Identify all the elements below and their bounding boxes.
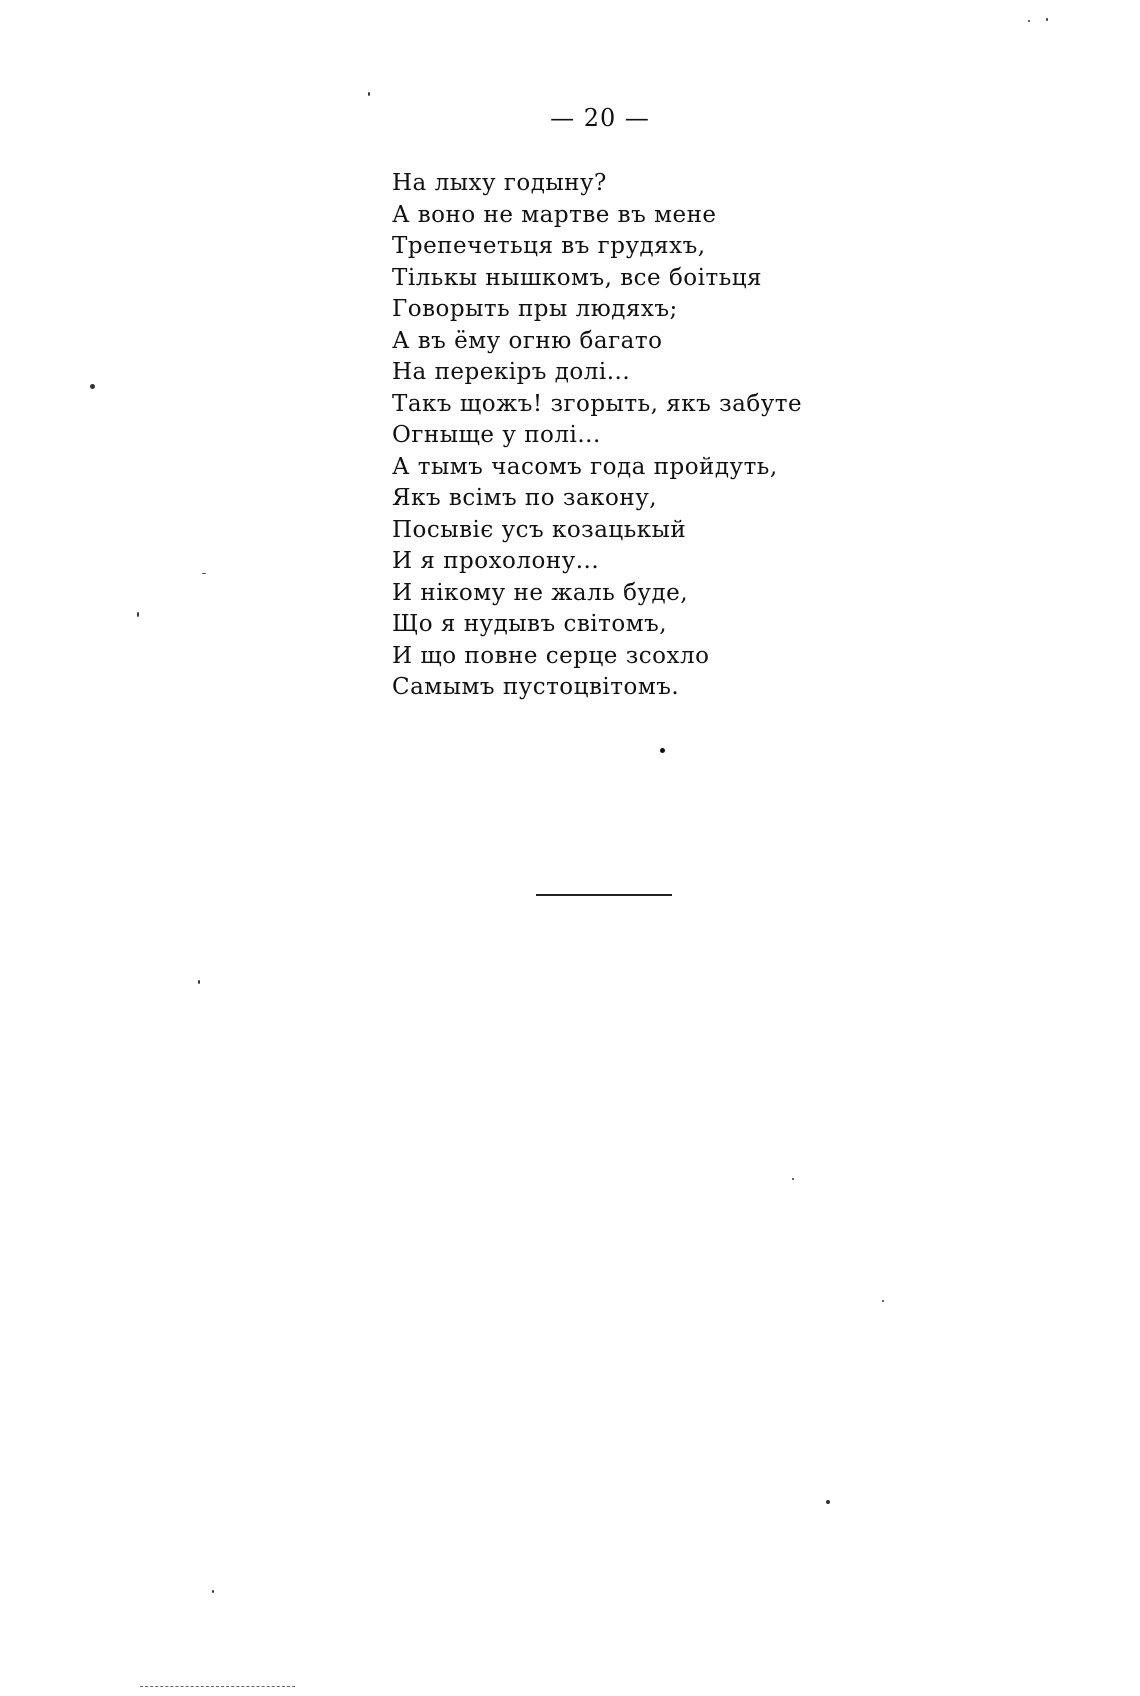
poem-line: И нікому не жаль буде, [392, 579, 689, 606]
ornament-dot [660, 748, 665, 753]
page-number: — 20 — [550, 104, 650, 132]
end-rule-divider [536, 894, 672, 896]
poem-line: На перекіръ долі... [392, 359, 631, 385]
scan-speck [1046, 18, 1048, 21]
scan-speck [198, 980, 200, 984]
scan-speck [792, 1178, 794, 1180]
poem-line: Посывіє усъ козацькый [392, 516, 687, 543]
poem-line: Огныще у полі... [392, 422, 601, 448]
scan-speck [90, 384, 95, 389]
scan-speck [826, 1500, 830, 1504]
poem-line: А воно не мартве въ мене [392, 201, 717, 228]
scan-speck [882, 1300, 884, 1302]
poem-line: На лыху годыну? [392, 170, 607, 196]
poem-text [392, 168, 892, 704]
poem-line: А въ ёму огню багато [392, 327, 663, 354]
poem-line: И що повне серце зсохло [392, 642, 710, 669]
poem-line: И я прохолону... [392, 548, 600, 574]
poem-line: Трепечетьця въ грудяхъ, [392, 233, 706, 259]
poem-line: Що я нудывъ світомъ, [392, 611, 668, 637]
poem-line: Самымъ пустоцвітомъ. [392, 674, 680, 700]
scan-speck [1028, 20, 1030, 22]
poem-line: Тількы нышкомъ, все боітьця [392, 264, 763, 291]
scan-speck [137, 612, 139, 617]
scan-speck [202, 573, 206, 574]
scan-edge-noise [140, 1686, 295, 1687]
scan-speck [212, 1590, 214, 1593]
scan-speck [368, 92, 370, 96]
poem-line: А тымъ часомъ года пройдуть, [392, 453, 778, 480]
poem-line: Говорыть пры людяхъ; [392, 296, 678, 322]
poem-line: Якъ всімъ по закону, [392, 485, 658, 511]
poem-line: Такъ щожъ! згорыть, якъ забуте [392, 390, 803, 417]
